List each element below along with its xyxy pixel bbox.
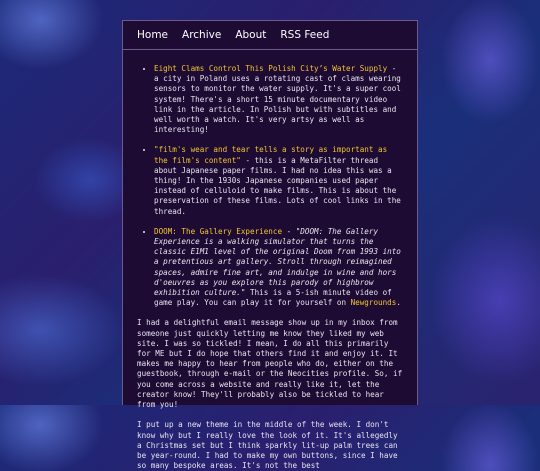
paragraph-theme: I put up a new theme in the middle of the week. I don't know why but I really love the look of it. It's allegedly a Christmas set but I think sparkly lit-up palm trees can be year-round. I had to make my own buttons, since I have so many bespoke areas. It's not the best <box>137 420 398 471</box>
list-item <box>154 145 403 216</box>
list-item-text: . <box>396 298 401 308</box>
list-item-text: This is a 5-ish minute video of game play. You can play it for yourself on <box>154 288 392 308</box>
clams-article-link[interactable]: Eight Clams Control This Polish City’s Water Supply <box>154 64 388 73</box>
list-item <box>154 227 403 309</box>
link-list <box>137 64 403 308</box>
list-item-text: - <box>282 226 296 236</box>
post-content <box>123 50 417 471</box>
list-item-text: - this is a MetaFilter thread about Japanese paper films. I had no idea this was a thing! In the 1930s Japanese companies used paper instead of celluloid to make films. This is about the preservation of these films. Lots of cool links in the thread. <box>154 155 401 216</box>
top-nav <box>123 21 417 50</box>
nav-home-link[interactable]: Home <box>137 29 169 41</box>
doom-quote: "DOOM: The Gallery Experience is a walking simulator that turns the classic E1M1 level of the original Doom from 1993 into a pretentious art gallery. Stroll through reimagined spaces, admire fine art, and indulge in wine and hors d'oeuvres as you explore this parody of highbrow exhibition culture." <box>154 226 401 298</box>
paper-films-thread-link[interactable]: "film's wear and tear tells a story as important as the film's content" <box>154 145 388 165</box>
newgrounds-link[interactable]: Newgrounds <box>350 298 397 308</box>
main-panel <box>122 20 418 471</box>
nav-about-link[interactable]: About <box>235 29 267 41</box>
nav-archive-link[interactable]: Archive <box>182 29 222 41</box>
doom-gallery-link[interactable]: DOOM: The Gallery Experience <box>154 226 283 236</box>
list-item <box>154 64 403 135</box>
list-item-text: - a city in Poland uses a rotating cast of clams wearing sensors to monitor the water supply. It's a super cool system! There's a short 15 minute documentary video link in the article. In Polish but with subtitles and well worth a watch. It's very artsy as well as interesting! <box>154 64 401 135</box>
paragraph-email: I had a delightful email message show up in my inbox from someone just quickly letting me know they liked my web site. I was so tickled! I mean, I do all this primarily for ME but I do hope that others find it and enjoy it. It makes me happy to hear from people who do, either on the guestbook, through e-mail or the Neocities profile. So, if you come across a website and really like it, let the creator know! They'll probably also be tickled to hear from you! <box>137 318 403 410</box>
nav-rss-feed-link[interactable]: RSS Feed <box>280 29 330 41</box>
